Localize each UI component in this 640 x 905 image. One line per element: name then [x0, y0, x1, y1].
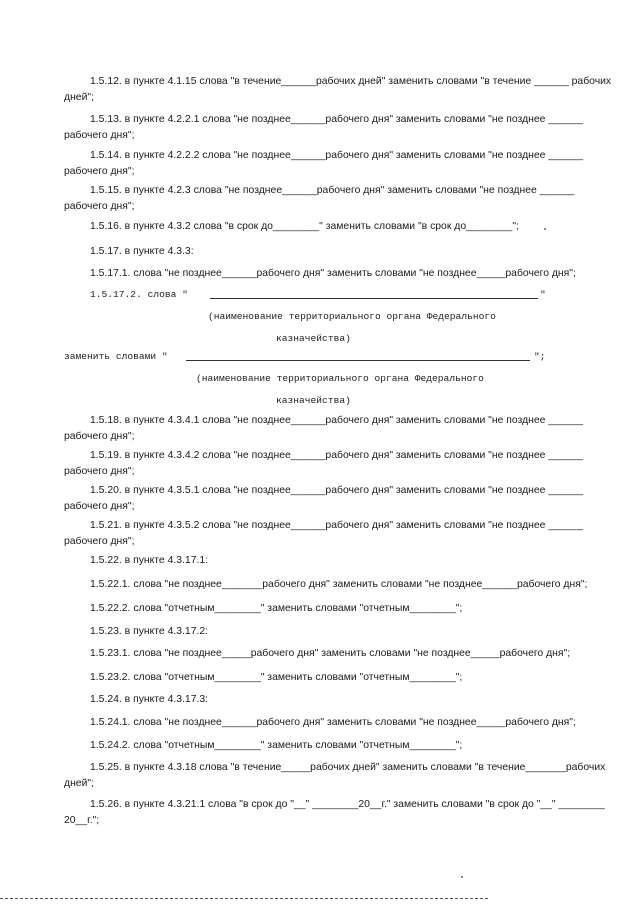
clause-1-5-20: 1.5.20. в пункте 4.3.5.1 слова "не позднее______рабочего дня" заменить словами "не позднее ______ рабочего дня";	[64, 485, 583, 512]
blank-line	[210, 298, 538, 299]
clause-1-5-18: 1.5.18. в пункте 4.3.4.1 слова "не позднее______рабочего дня" заменить словами "не позднее ______ рабочего дня";	[64, 415, 583, 442]
clause-1-5-24: 1.5.24. в пункте 4.3.17.3:	[90, 694, 209, 705]
clause-1-5-17-2-end: "	[540, 289, 546, 300]
caption-territorial-organ: (наименование территориального органа Федерального	[196, 373, 484, 384]
clause-1-5-22-1: 1.5.22.1. слова "не позднее_______рабочего дня" заменить словами "не позднее______рабочего дня";	[90, 579, 588, 590]
clause-1-5-23-1: 1.5.23.1. слова "не позднее_____рабочего дня" заменить словами "не позднее_____рабочего дня";	[90, 648, 571, 659]
scan-speck	[544, 228, 546, 230]
clause-1-5-22: 1.5.22. в пункте 4.3.17.1:	[90, 555, 209, 566]
clause-1-5-17-1: 1.5.17.1. слова "не позднее______рабочего дня" заменить словами "не позднее_____рабочего дня";	[90, 268, 576, 279]
clause-1-5-17-2-start: 1.5.17.2. слова "	[90, 289, 188, 300]
clause-1-5-16: 1.5.16. в пункте 4.3.2 слова "в срок до________" заменить словами "в срок до________";	[90, 221, 519, 232]
replace-with-end: ";	[534, 351, 546, 362]
clause-1-5-15: 1.5.15. в пункте 4.2.3 слова "не позднее______рабочего дня" заменить словами "не позднее ______ рабочего дня";	[64, 185, 575, 212]
clause-1-5-23: 1.5.23. в пункте 4.3.17.2:	[90, 626, 209, 637]
clause-1-5-19: 1.5.19. в пункте 4.3.4.2 слова "не позднее______рабочего дня" заменить словами "не позднее ______ рабочего дня";	[64, 450, 583, 477]
clause-1-5-13: 1.5.13. в пункте 4.2.2.1 слова "не позднее______рабочего дня" заменить словами "не позднее ______ рабочего дня";	[64, 114, 583, 141]
clause-1-5-26: 1.5.26. в пункте 4.3.21.1 слова "в срок до "__" ________20__г." заменить словами "в срок до "__" ________ 20__г.";	[64, 799, 605, 826]
bottom-dashed-rule	[0, 898, 488, 899]
clause-1-5-17: 1.5.17. в пункте 4.3.3:	[90, 246, 194, 257]
clause-1-5-12: 1.5.12. в пункте 4.1.15 слова "в течение______рабочих дней" заменить словами "в течение ______ рабочих дней";	[64, 76, 612, 103]
clause-1-5-22-2: 1.5.22.2. слова "отчетным________" заменить словами "отчетным________";	[90, 603, 463, 614]
clause-1-5-24-1: 1.5.24.1. слова "не позднее______рабочего дня" заменить словами "не позднее_____рабочего дня";	[90, 717, 576, 728]
clause-1-5-24-2: 1.5.24.2. слова "отчетным________" заменить словами "отчетным________";	[90, 740, 463, 751]
clause-1-5-21: 1.5.21. в пункте 4.3.5.2 слова "не позднее______рабочего дня" заменить словами "не позднее ______ рабочего дня";	[64, 520, 583, 547]
clause-1-5-14: 1.5.14. в пункте 4.2.2.2 слова "не позднее______рабочего дня" заменить словами "не позднее ______ рабочего дня";	[64, 150, 583, 177]
clause-1-5-23-2: 1.5.23.2. слова "отчетным________" заменить словами "отчетным________";	[90, 672, 463, 683]
clause-1-5-25: 1.5.25. в пункте 4.3.18 слова "в течение_____рабочих дней" заменить словами "в течение_______рабочих дней";	[64, 762, 606, 789]
caption-territorial-organ: (наименование территориального органа Федерального	[208, 311, 496, 322]
blank-line	[186, 360, 530, 361]
replace-with-start: заменить словами "	[64, 351, 168, 362]
caption-treasury: казначейства)	[276, 333, 351, 344]
scan-speck	[461, 876, 463, 878]
caption-treasury: казначейства)	[276, 395, 351, 406]
